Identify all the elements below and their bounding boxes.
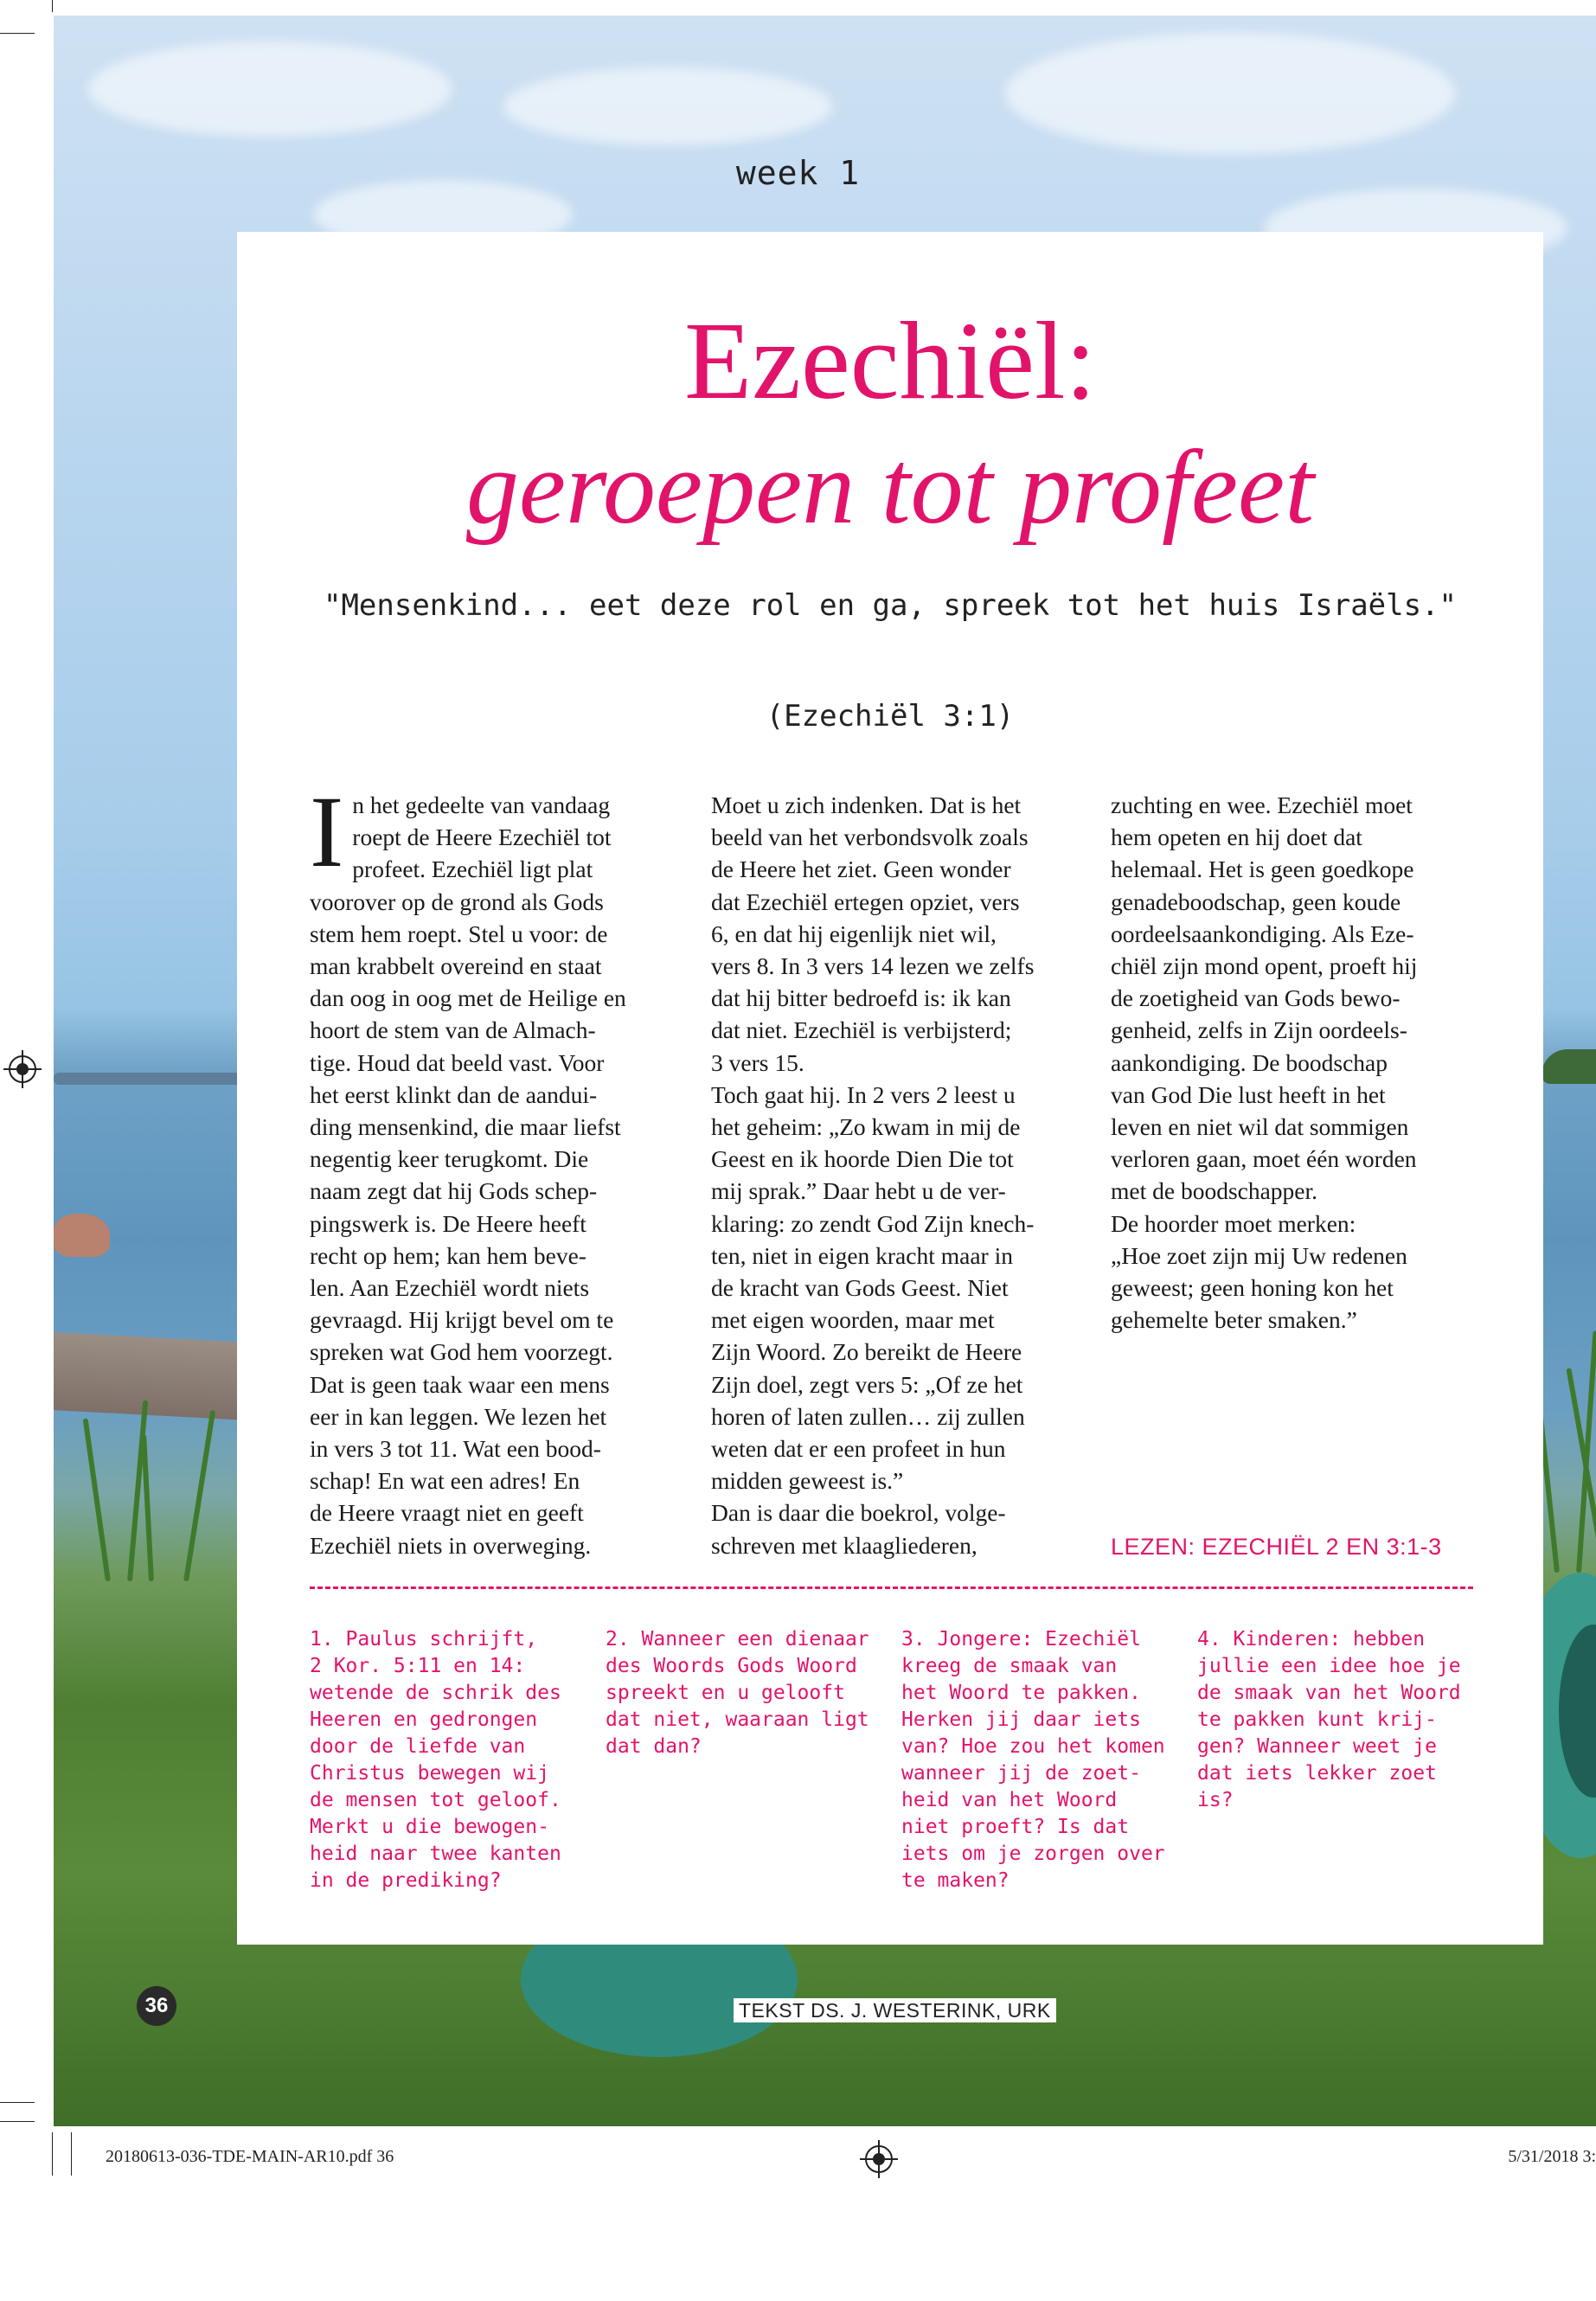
article-subtitle: geroepen tot profeet [465, 429, 1315, 546]
bible-quote: "Mensenkind... eet deze rol en ga, spreek tot het huis Israëls." [323, 588, 1458, 623]
slug-filename: 20180613-036-TDE-MAIN-AR10.pdf 36 [106, 2147, 394, 2166]
crop-mark [0, 2102, 35, 2103]
article-card [237, 232, 1543, 1945]
registration-mark-icon [9, 1055, 36, 1083]
quote-reference: (Ezechiël 3:1) [766, 699, 1015, 734]
article-column-3: zuchting en wee. Ezechiël moet hem opeten en hij doet dat helemaal. Het is geen goedkope genadeboodschap, geen koude oordeelsaankondiging. Als Eze- chiël zijn mond opent, proeft hij de zoetigheid van Gods bewo- genheid, zelfs in Zijn oordeels- aankondiging. De boodschap van God Die lust heeft in het leven en niet wil dat sommigen verloren gaan, moet één worden met de boodschapper. De hoorder moet merken: „Hoe zoet zijn mij Uw redenen geweest; geen honing kon het gehemelte beter smaken.” [1111, 792, 1418, 1334]
crop-mark [52, 0, 53, 12]
article-column-1 [310, 775, 673, 1561]
question-3: 3. Jongere: Ezechiël kreeg de smaak van het Woord te pakken. Herken jij daar iets van? Hoe zou het komen wanneer jij de zoet- heid van het Woord niet proeft? Is dat iets om je zorgen over te maken? [901, 1628, 1165, 1892]
dashed-divider [310, 1586, 1473, 1589]
week-label: week 1 [735, 154, 861, 192]
crop-mark [0, 33, 35, 34]
slug-date: 5/31/2018 3: [1508, 2147, 1596, 2166]
question-2: 2. Wanneer een dienaar des Woords Gods Woord spreekt en u gelooft dat niet, waaraan ligt dat dan? [606, 1628, 869, 1758]
column-1-lead: n het gedeelte van vandaag roept de Heere Ezechiël tot profeet. Ezechiël ligt plat [352, 792, 612, 883]
crop-mark [0, 2121, 35, 2122]
question-4: 4. Kinderen: hebben jullie een idee hoe je de smaak van het Woord te pakken kunt krij- gen? Wanneer weet je dat iets lekker zoet is? [1197, 1628, 1461, 1811]
reading-reference: LEZEN: EZECHIËL 2 EN 3:1-3 [1111, 1534, 1442, 1560]
column-1-body: voorover op de grond als Gods stem hem roept. Stel u voor: de man krabbelt overeind en staat dan oog in oog met de Heilige en hoort de stem van de Almach- tige. Houd dat beeld vast. Voor het eerst klinkt dan de aandui- ding mensenkind, die maar liefst negentig keer terugkomt. Die naam zegt dat hij Gods schep- pingswerk is. De Heere heeft recht op hem; kan hem beve- len. Aan Ezechiël wordt niets gevraagd. Hij krijgt bevel om te spreken wat God hem voorzegt. Dat is geen taak waar een mens eer in kan leggen. We lezen het in vers 3 tot 11. Wat een bood- schap! En wat een adres! En de Heere vraagt niet en geeft Ezechiël niets in overweging. [310, 888, 626, 1559]
crop-mark [52, 2132, 53, 2176]
drop-cap: I [310, 775, 344, 888]
crop-mark [71, 2132, 72, 2176]
registration-mark-icon [865, 2145, 893, 2173]
article-column-2: Moet u zich indenken. Dat is het beeld van het verbondsvolk zoals de Heere het ziet. Geen wonder dat Ezechiël ertegen opziet, vers 6, en dat hij eigenlijk niet wil, vers 8. In 3 vers 14 lezen we zelfs dat hij bitter bedroefd is: ik kan dat niet. Ezechiël is verbijsterd; 3 vers 15. Toch gaat hij. In 2 vers 2 leest u het geheim: „Zo kwam in mij de Geest en ik hoorde Dien Die tot mij sprak.” Daar hebt u de ver- klaring: zo zendt God Zijn knech- ten, niet in eigen kracht maar in de kracht van Gods Geest. Niet met eigen woorden, maar met Zijn Woord. Zo bereikt de Heere Zijn doel, zegt vers 5: „Of ze het horen of laten zullen… zij zullen weten dat er een profeet in hun midden geweest is.” Dan is daar die boekrol, volge- schreven met klaagliederen, [711, 792, 1035, 1559]
question-1: 1. Paulus schrijft, 2 Kor. 5:11 en 14: wetende de schrik des Heeren en gedrongen door de liefde van Christus bewegen wij de mensen tot geloof. Merkt u die bewogen- heid naar twee kanten in de prediking? [310, 1628, 561, 1892]
author-credit: TEKST DS. J. WESTERINK, URK [734, 1998, 1056, 2022]
article-title: Ezechiël: [683, 299, 1097, 422]
page-number: 36 [137, 1986, 176, 2026]
